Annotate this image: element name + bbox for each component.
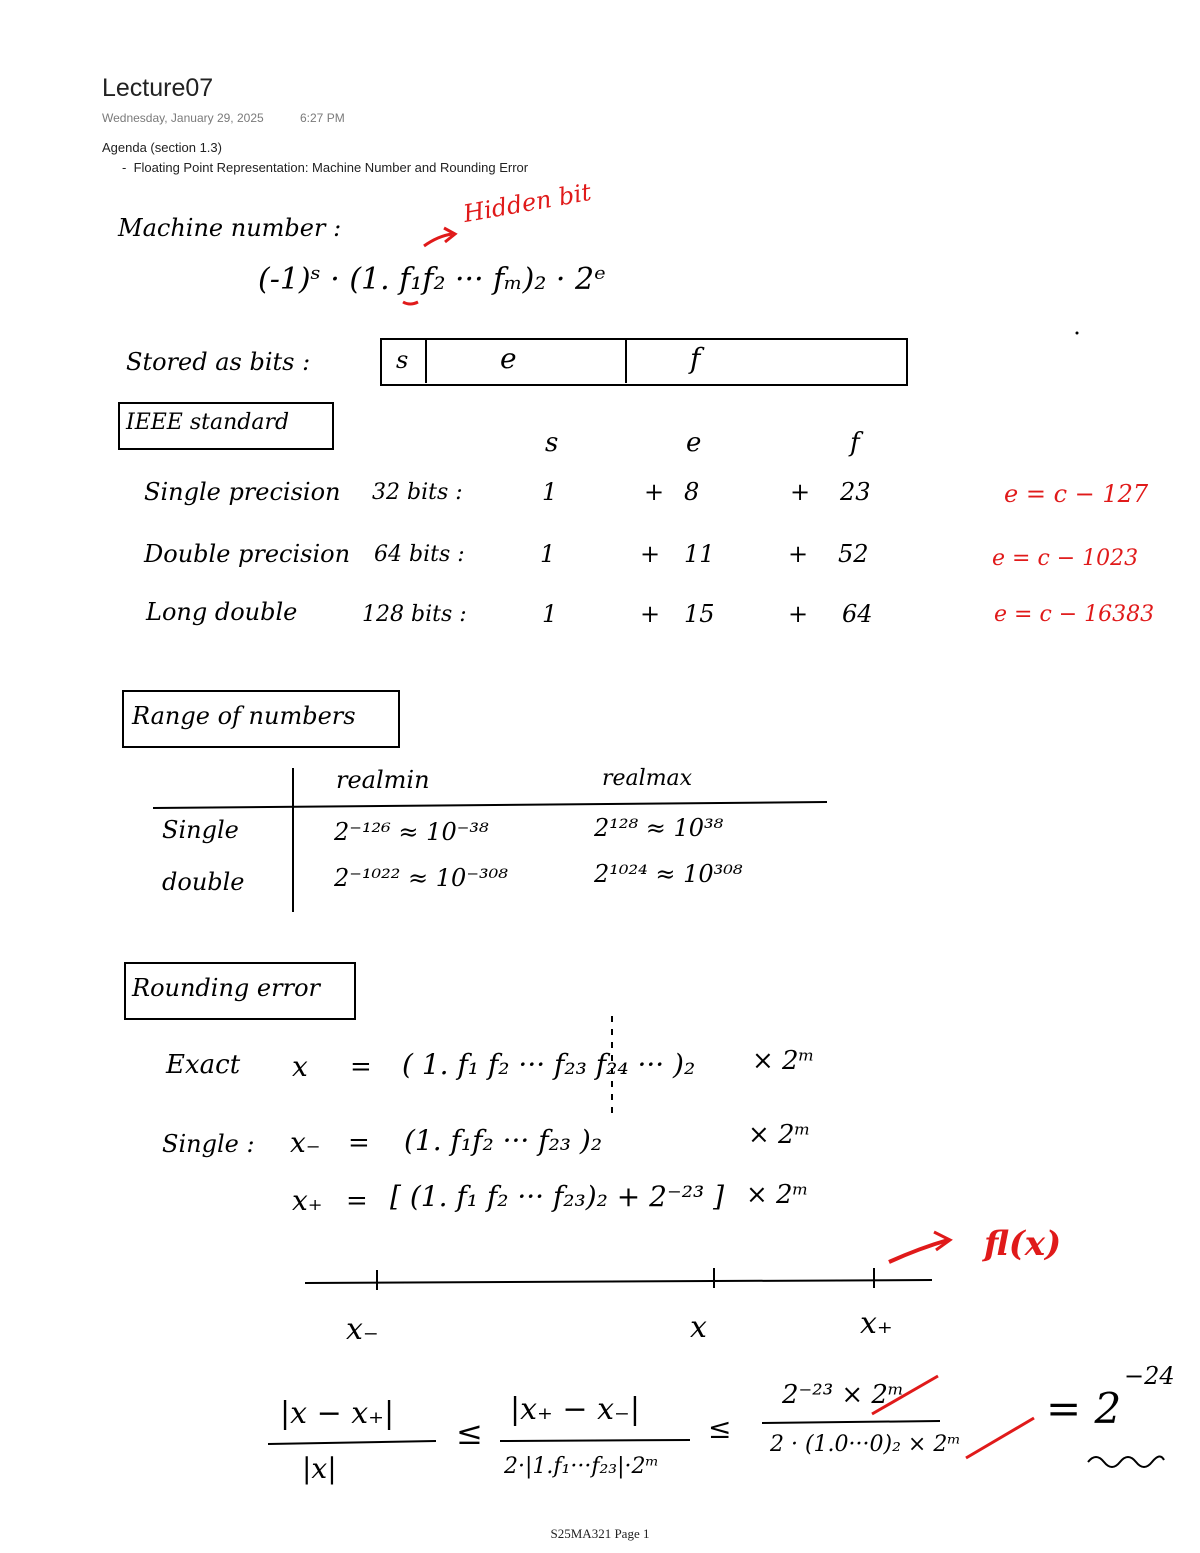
ieee-row-f: 64 <box>842 600 873 628</box>
ieee-row-bias: e = c − 127 <box>1004 480 1149 508</box>
equals-sign: = <box>348 1128 370 1158</box>
ieee-row-bits: 32 bits : <box>372 480 463 505</box>
range-row-label: double <box>162 868 245 896</box>
range-heading: Range of numbers <box>132 702 356 730</box>
hidden-bit-underline <box>403 302 418 304</box>
ieee-row-f: 52 <box>838 540 869 568</box>
range-row-realmax: 2¹²⁸ ≈ 10³⁸ <box>594 814 724 842</box>
number-line-label: x₊ <box>860 1306 893 1341</box>
range-row-label: Single <box>162 816 239 844</box>
number-line-label: x <box>690 1310 707 1345</box>
fraction-bar-1 <box>268 1441 436 1444</box>
ieee-plus: + <box>790 478 811 506</box>
result-value: = 2 <box>1046 1384 1122 1433</box>
ieee-col-e: e <box>686 428 702 458</box>
ieee-row-label: Long double <box>146 598 298 626</box>
fraction-bar-2 <box>500 1440 690 1441</box>
ieee-row-bias: e = c − 1023 <box>992 546 1139 571</box>
hidden-bit-label: Hidden bit <box>461 177 594 228</box>
agenda-item-text: Floating Point Representation: Machine Number and Rounding Error <box>133 160 529 175</box>
bound-frac1-den: |x| <box>302 1452 337 1485</box>
ieee-row-e: 8 <box>684 478 700 506</box>
bound-frac1-num: |x − x₊| <box>280 1396 395 1431</box>
ieee-row-s: 1 <box>542 478 558 506</box>
x-plus-lhs: x₊ <box>292 1184 323 1217</box>
ieee-row-label: Single precision <box>144 478 341 506</box>
range-row-realmax: 2¹⁰²⁴ ≈ 10³⁰⁸ <box>594 860 743 888</box>
single-label: Single : <box>162 1130 255 1158</box>
ieee-row-s: 1 <box>542 600 558 628</box>
times-2m: × 2ᵐ <box>746 1180 809 1210</box>
cancel-mark-bottom <box>966 1418 1034 1458</box>
result-underline <box>1088 1456 1164 1467</box>
bound-frac2-den: 2·|1.f₁···f₂₃|·2ᵐ <box>504 1454 660 1479</box>
x-plus-rhs: [ (1. f₁ f₂ ··· f₂₃)₂ + 2⁻²³ ] <box>390 1180 725 1213</box>
ieee-row-label: Double precision <box>144 540 351 568</box>
bound-frac2-num: |x₊ − x₋| <box>510 1392 640 1427</box>
machine-number-label: Machine number : <box>118 214 342 242</box>
x-minus-rhs: (1. f₁f₂ ··· f₂₃ )₂ <box>404 1124 603 1157</box>
page-date: Wednesday, January 29, 2025 <box>102 111 264 125</box>
ieee-row-bits: 64 bits : <box>374 542 465 567</box>
agenda-item: - Floating Point Representation: Machine Number and Rounding Error <box>122 160 529 175</box>
ieee-row-e: 15 <box>684 600 715 628</box>
agenda-heading: Agenda (section 1.3) <box>102 140 222 155</box>
fraction-bar-3 <box>762 1421 940 1423</box>
range-row-realmin: 2⁻¹²⁶ ≈ 10⁻³⁸ <box>334 818 489 846</box>
range-col-realmin: realmin <box>336 766 430 794</box>
times-2m: × 2ᵐ <box>752 1046 815 1076</box>
machine-number-formula: (-1)ˢ · (1. f₁f₂ ··· fₘ)₂ · 2ᵉ <box>258 262 606 297</box>
page-footer: S25MA321 Page 1 <box>550 1526 650 1541</box>
ieee-plus: + <box>640 600 661 628</box>
page-title: Lecture07 <box>102 74 214 102</box>
exact-rhs: ( 1. f₁ f₂ ··· f₂₃ f₂₄ ··· )₂ <box>402 1048 696 1081</box>
times-2m: × 2ᵐ <box>748 1120 811 1150</box>
ieee-plus: + <box>644 478 665 506</box>
range-table-hline <box>153 802 827 808</box>
range-col-realmax: realmax <box>602 766 693 791</box>
ieee-row-s: 1 <box>540 540 556 568</box>
ieee-heading: IEEE standard <box>126 410 290 435</box>
leq-sign: ≤ <box>708 1412 732 1445</box>
exact-label: Exact <box>166 1050 241 1080</box>
bound-frac3-den: 2 · (1.0···0)₂ × 2ᵐ <box>770 1432 961 1457</box>
ieee-plus: + <box>640 540 661 568</box>
exact-lhs: x <box>292 1050 308 1083</box>
ieee-row-bits: 128 bits : <box>362 602 467 627</box>
fl-x-label: fl(x) <box>984 1224 1062 1264</box>
page-time: 6:27 PM <box>300 111 345 125</box>
equals-sign: = <box>350 1052 372 1082</box>
ieee-plus: + <box>788 540 809 568</box>
number-line-label: x₋ <box>346 1312 379 1347</box>
ieee-col-f: f <box>850 428 860 458</box>
bits-field-s: s <box>396 346 409 374</box>
ieee-col-s: s <box>545 428 559 458</box>
bits-field-e: e <box>500 342 517 375</box>
ieee-row-f: 23 <box>840 478 871 506</box>
x-minus-lhs: x₋ <box>290 1126 321 1159</box>
ieee-plus: + <box>788 600 809 628</box>
bits-field-f: f <box>690 342 701 375</box>
result-exponent: −24 <box>1124 1362 1175 1390</box>
ieee-row-bias: e = c − 16383 <box>994 602 1155 627</box>
ieee-row-e: 11 <box>684 540 715 568</box>
range-row-realmin: 2⁻¹⁰²² ≈ 10⁻³⁰⁸ <box>334 864 508 892</box>
flx-arrow <box>889 1240 948 1262</box>
equals-sign: = <box>346 1186 368 1216</box>
number-line <box>305 1280 932 1283</box>
stored-as-bits-label: Stored as bits : <box>126 348 311 376</box>
rounding-heading: Rounding error <box>132 974 320 1002</box>
bits-box <box>380 338 908 386</box>
bound-frac3-num: 2⁻²³ × 2ᵐ <box>782 1380 904 1410</box>
leq-sign: ≤ <box>456 1414 483 1452</box>
